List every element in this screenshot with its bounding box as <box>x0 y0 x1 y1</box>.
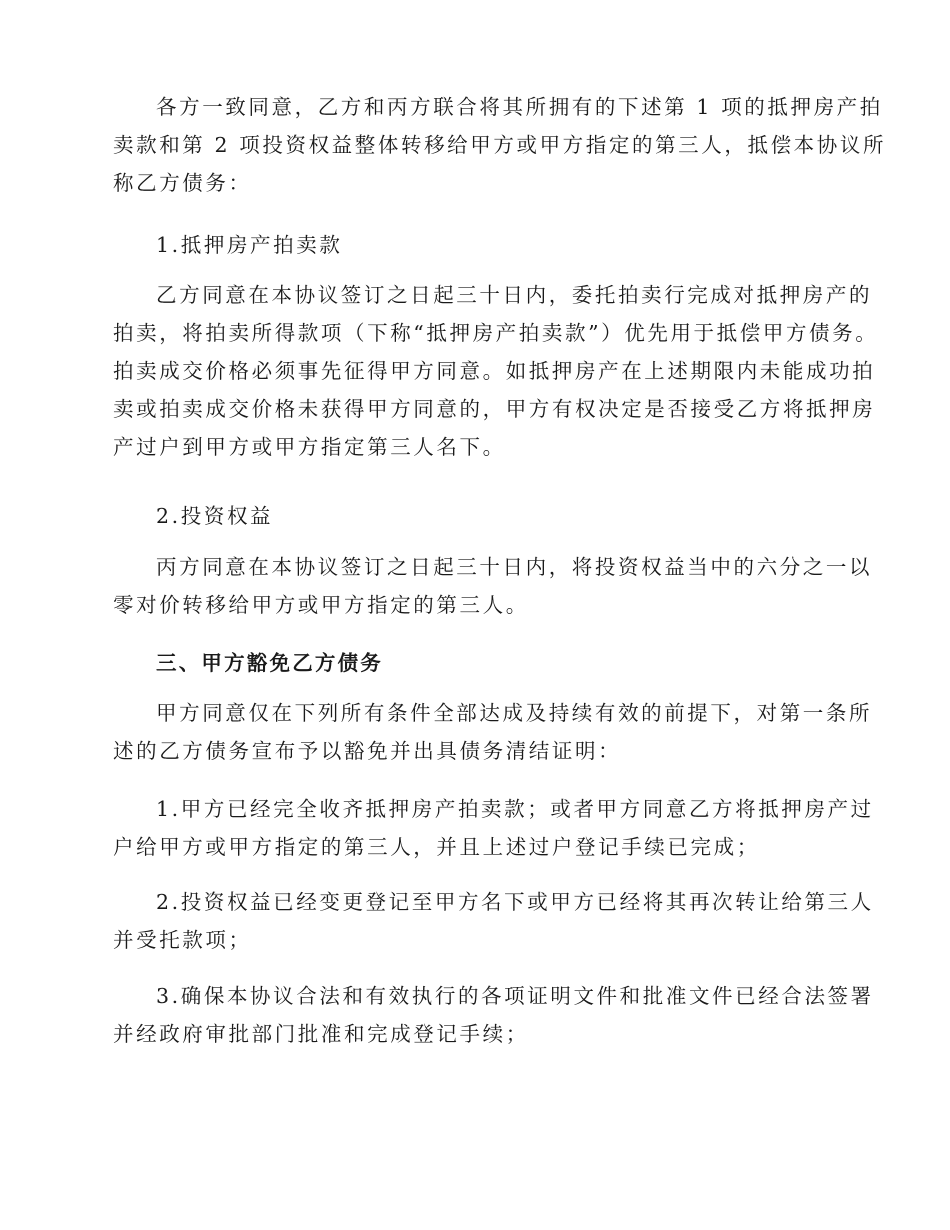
text-line: 各方一致同意，乙方和丙方联合将其所拥有的下述第 1 项的抵押房产拍 <box>156 95 883 119</box>
text-line: 卖或拍卖成交价格未获得甲方同意的，甲方有权决定是否接受乙方将抵押房 <box>113 397 876 421</box>
paragraph-auction <box>113 276 879 466</box>
text-line: 产过户到甲方或甲方指定第三人名下。 <box>113 435 506 459</box>
text-line: 拍卖，将拍卖所得款项（下称“抵押房产拍卖款”）优先用于抵偿甲方债务。 <box>113 321 879 345</box>
text-line: 1.甲方已经完全收齐抵押房产拍卖款；或者甲方同意乙方将抵押房产过 <box>156 797 874 821</box>
paragraph-waiver <box>113 694 873 770</box>
text-line: 称乙方债务： <box>113 171 252 195</box>
text-line: 并受托款项； <box>113 928 252 952</box>
text-line: 卖款和第 2 项投资权益整体转移给甲方或甲方指定的第三人，抵偿本协议所 <box>113 133 887 157</box>
item-heading-2 <box>113 497 843 535</box>
text-line: 2.投资权益已经变更登记至甲方名下或甲方已经将其再次转让给第三人 <box>156 890 874 914</box>
paragraph-intro <box>113 88 887 202</box>
text-line: 1.抵押房产拍卖款 <box>156 233 343 257</box>
text-line: 户给甲方或甲方指定的第三人，并且上述过户登记手续已完成； <box>113 835 760 859</box>
text-line: 并经政府审批部门批准和完成登记手续； <box>113 1022 529 1046</box>
text-line: 零对价转移给甲方或甲方指定的第三人。 <box>113 593 529 617</box>
condition-2 <box>113 883 874 959</box>
text-line: 2.投资权益 <box>156 504 274 528</box>
text-line: 3.确保本协议合法和有效执行的各项证明文件和批准文件已经合法签署 <box>156 984 874 1008</box>
text-line: 丙方同意在本协议签订之日起三十日内，将投资权益当中的六分之一以 <box>156 555 873 579</box>
text-line: 甲方同意仅在下列所有条件全部达成及持续有效的前提下，对第一条所 <box>156 701 873 725</box>
item-heading-1 <box>113 226 843 264</box>
text-line: 乙方同意在本协议签订之日起三十日内，委托拍卖行完成对抵押房产的 <box>156 283 873 307</box>
text-line: 述的乙方债务宣布予以豁免并出具债务清结证明： <box>113 739 622 763</box>
paragraph-investment <box>113 548 873 624</box>
section-heading-3 <box>113 644 843 682</box>
condition-3 <box>113 977 874 1053</box>
text-line: 三、甲方豁免乙方债务 <box>156 651 383 675</box>
condition-1 <box>113 790 874 866</box>
text-line: 拍卖成交价格必须事先征得甲方同意。如抵押房产在上述期限内未能成功拍 <box>113 359 876 383</box>
